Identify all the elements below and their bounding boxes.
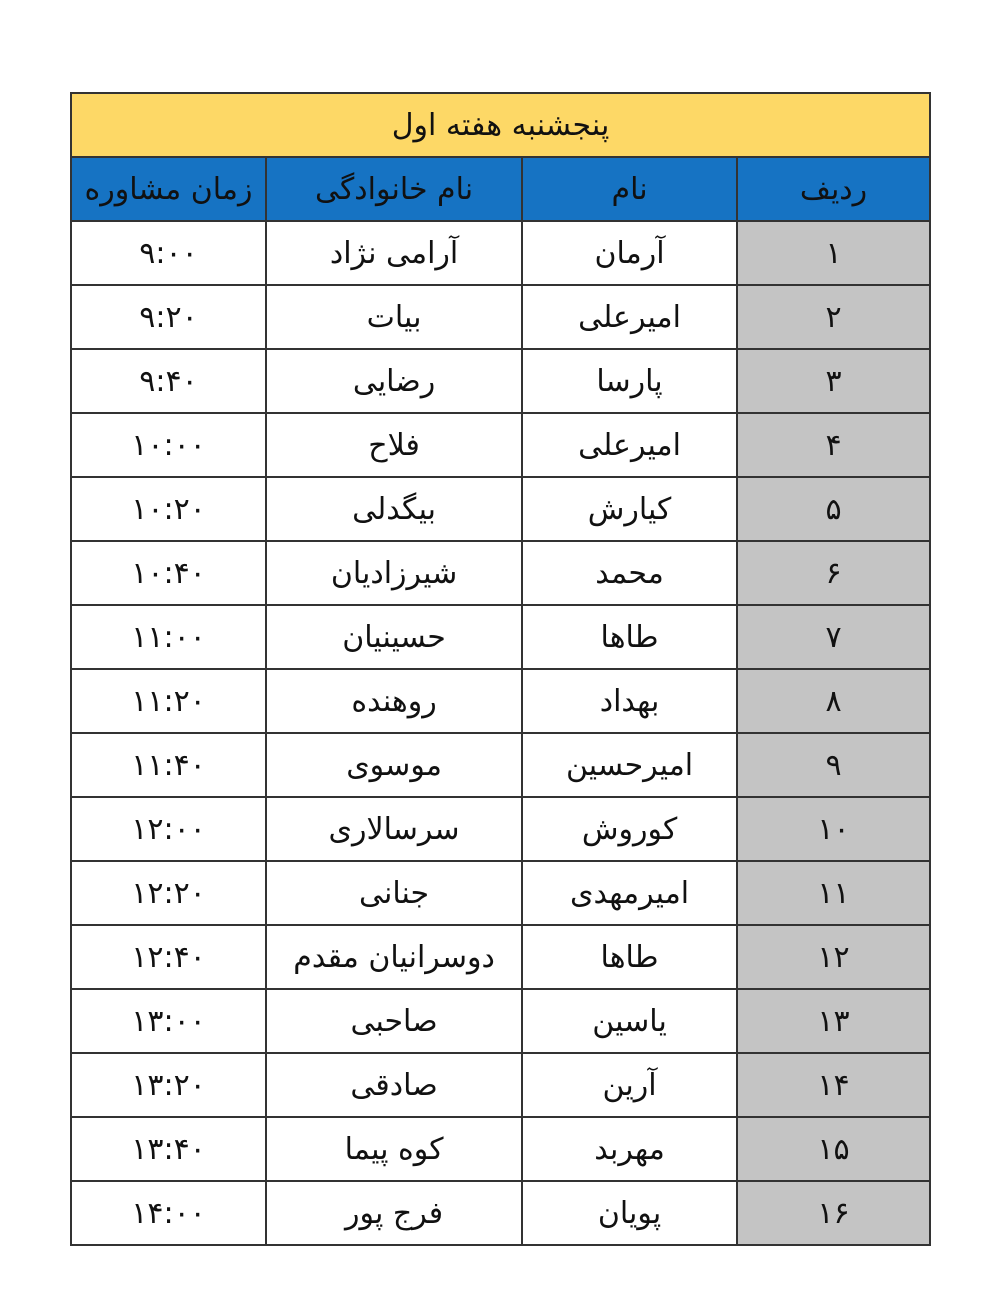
table-row: [71, 989, 930, 1053]
row-name: بهداد: [522, 669, 737, 733]
row-index: ۹: [737, 733, 930, 797]
row-index: ۱۳: [737, 989, 930, 1053]
row-index: ۷: [737, 605, 930, 669]
row-family: جنانی: [266, 861, 522, 925]
row-index: ۴: [737, 413, 930, 477]
row-index: ۱۶: [737, 1181, 930, 1245]
row-index: ۸: [737, 669, 930, 733]
row-index: ۱۱: [737, 861, 930, 925]
row-index: ۱۰: [737, 797, 930, 861]
row-name: آرمان: [522, 221, 737, 285]
row-time: ۱۱:۲۰: [71, 669, 266, 733]
row-index: ۶: [737, 541, 930, 605]
row-name: امیرعلی: [522, 285, 737, 349]
row-index: ۱۴: [737, 1053, 930, 1117]
row-name: آرین: [522, 1053, 737, 1117]
row-time: ۱۲:۲۰: [71, 861, 266, 925]
table-row: [71, 1181, 930, 1245]
row-time: ۱۱:۴۰: [71, 733, 266, 797]
row-time: ۱۰:۲۰: [71, 477, 266, 541]
row-family: حسینیان: [266, 605, 522, 669]
row-family: موسوی: [266, 733, 522, 797]
row-index: ۱: [737, 221, 930, 285]
row-index: ۱۲: [737, 925, 930, 989]
row-name: امیرحسین: [522, 733, 737, 797]
row-family: دوسرانیان مقدم: [266, 925, 522, 989]
row-name: طاها: [522, 925, 737, 989]
row-name: پویان: [522, 1181, 737, 1245]
row-name: مهربد: [522, 1117, 737, 1181]
row-name: کیارش: [522, 477, 737, 541]
row-time: ۱۱:۰۰: [71, 605, 266, 669]
row-family: شیرزادیان: [266, 541, 522, 605]
row-time: ۱۳:۰۰: [71, 989, 266, 1053]
row-time: ۱۲:۰۰: [71, 797, 266, 861]
table-row: [71, 221, 930, 285]
row-time: ۱۰:۴۰: [71, 541, 266, 605]
header-time: زمان مشاوره: [71, 157, 266, 221]
row-family: فرج پور: [266, 1181, 522, 1245]
table-row: [71, 285, 930, 349]
row-family: رضایی: [266, 349, 522, 413]
table-row: [71, 1053, 930, 1117]
table-row: [71, 733, 930, 797]
row-time: ۱۰:۰۰: [71, 413, 266, 477]
row-family: سرسالاری: [266, 797, 522, 861]
row-index: ۳: [737, 349, 930, 413]
row-name: یاسین: [522, 989, 737, 1053]
row-name: امیرعلی: [522, 413, 737, 477]
table-title: پنجشنبه هفته اول: [71, 93, 930, 157]
row-name: امیرمهدی: [522, 861, 737, 925]
row-time: ۹:۰۰: [71, 221, 266, 285]
row-name: طاها: [522, 605, 737, 669]
header-row: [71, 157, 930, 221]
table-row: [71, 669, 930, 733]
row-name: کوروش: [522, 797, 737, 861]
header-index: ردیف: [737, 157, 930, 221]
row-family: آرامی نژاد: [266, 221, 522, 285]
table-row: [71, 541, 930, 605]
row-family: بیات: [266, 285, 522, 349]
table-row: [71, 477, 930, 541]
table-row: [71, 605, 930, 669]
row-time: ۹:۴۰: [71, 349, 266, 413]
table-row: [71, 925, 930, 989]
row-family: صاحبی: [266, 989, 522, 1053]
row-index: ۲: [737, 285, 930, 349]
row-family: روهنده: [266, 669, 522, 733]
table-row: [71, 861, 930, 925]
header-name: نام: [522, 157, 737, 221]
table-row: [71, 1117, 930, 1181]
table-row: [71, 349, 930, 413]
row-time: ۱۳:۴۰: [71, 1117, 266, 1181]
row-name: پارسا: [522, 349, 737, 413]
table-row: [71, 413, 930, 477]
title-row: [71, 93, 930, 157]
row-family: کوه پیما: [266, 1117, 522, 1181]
header-family: نام خانوادگی: [266, 157, 522, 221]
row-index: ۱۵: [737, 1117, 930, 1181]
schedule-table: [70, 92, 931, 1246]
row-name: محمد: [522, 541, 737, 605]
row-family: صادقی: [266, 1053, 522, 1117]
row-time: ۱۲:۴۰: [71, 925, 266, 989]
row-family: فلاح: [266, 413, 522, 477]
row-time: ۹:۲۰: [71, 285, 266, 349]
table-row: [71, 797, 930, 861]
row-family: بیگدلی: [266, 477, 522, 541]
row-time: ۱۴:۰۰: [71, 1181, 266, 1245]
row-index: ۵: [737, 477, 930, 541]
row-time: ۱۳:۲۰: [71, 1053, 266, 1117]
